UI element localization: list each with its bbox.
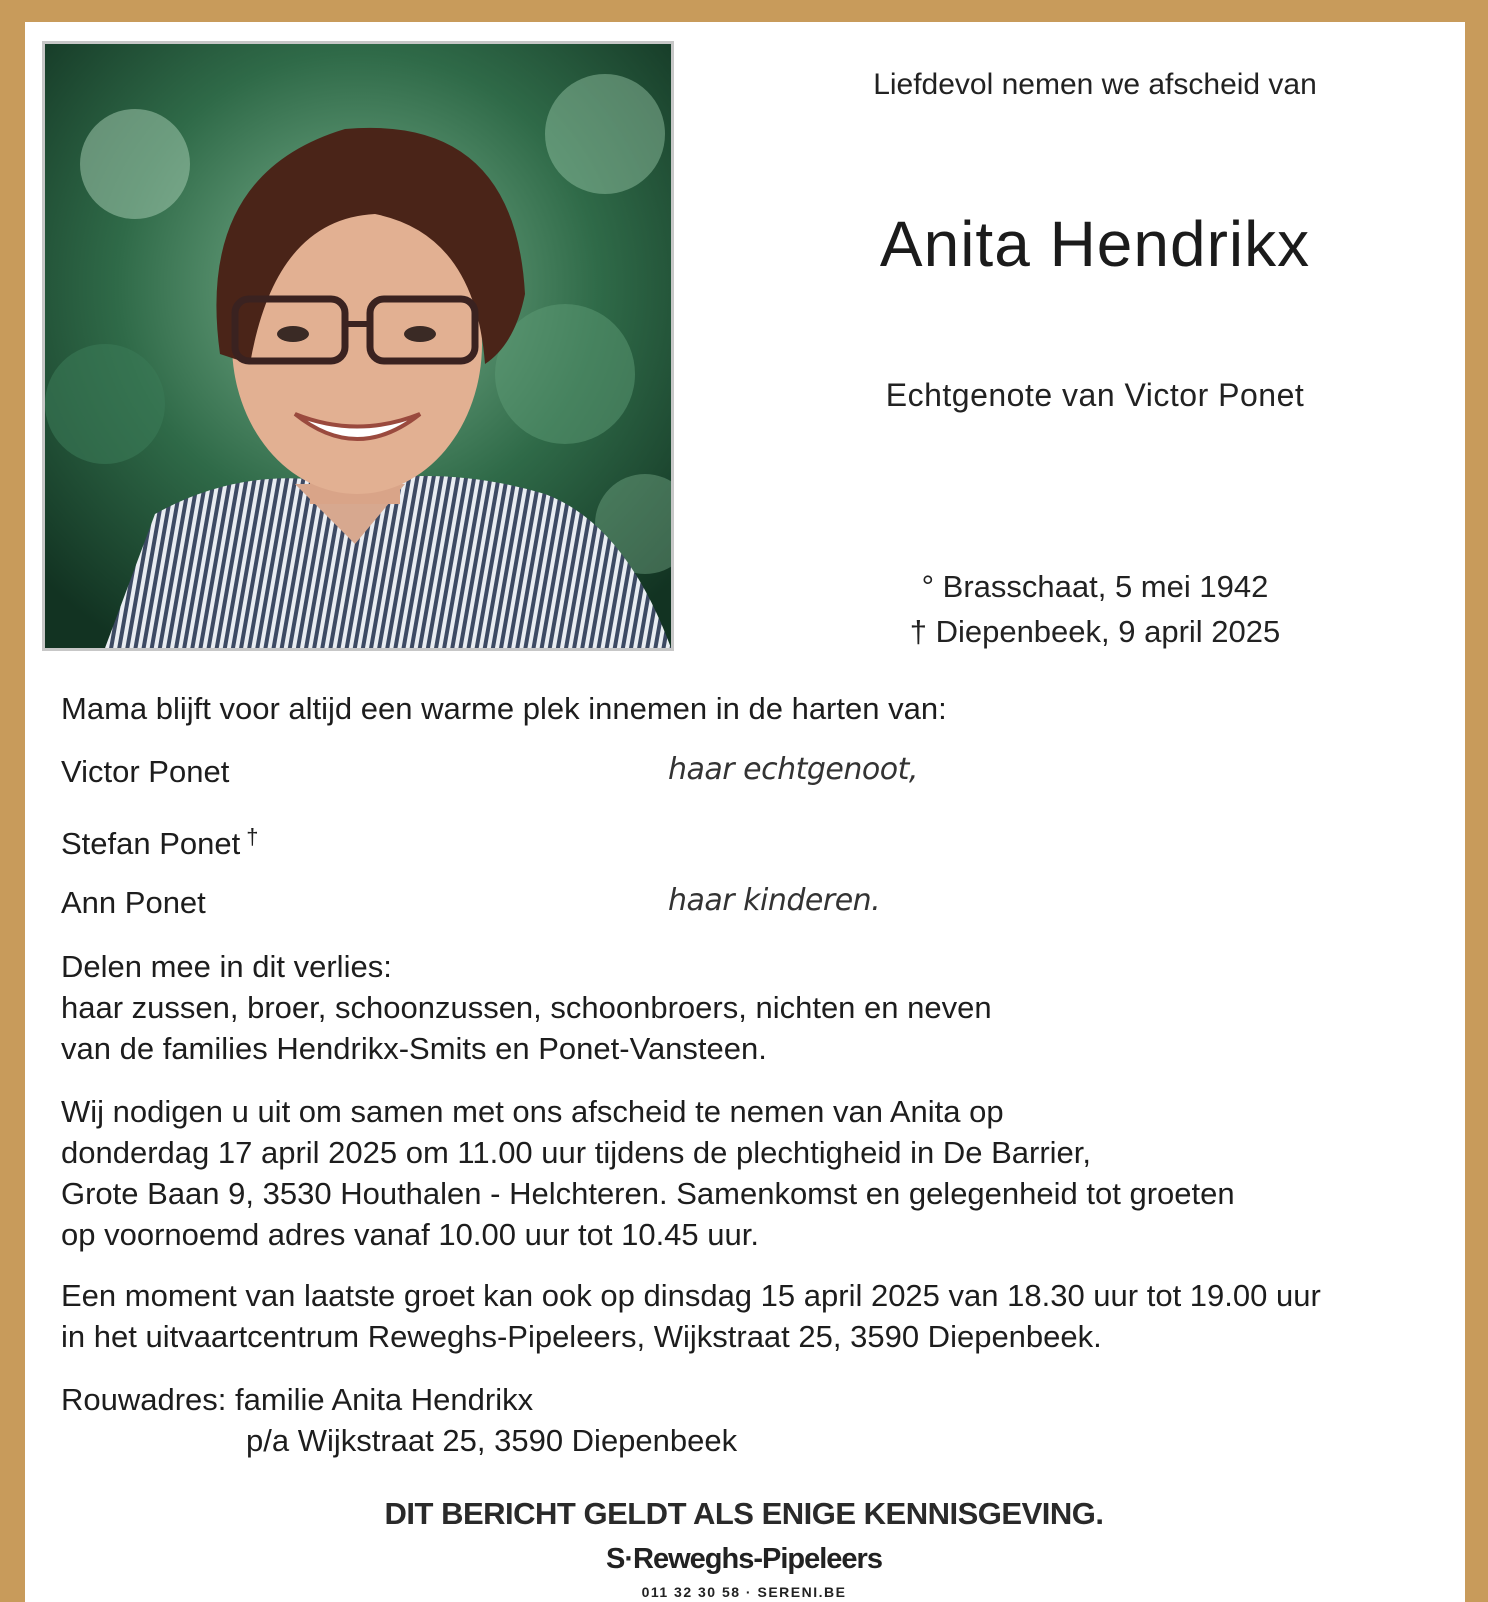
life-dates [790,564,1400,654]
family-member-relation: haar kinderen. [668,883,881,918]
portrait-photo [42,41,674,651]
portrait-illustration [45,44,671,648]
notice-line: DIT BERICHT GELDT ALS ENIGE KENNISGEVING. [384,1496,1104,1531]
dagger-mark: † [246,824,259,849]
family-member-name: Victor Ponet [61,754,230,789]
deceased-name: Anita Hendrikx [879,208,1311,280]
invite-paragraph [61,1091,1235,1255]
moment-line: Een moment van laatste groet kan ook op dinsdag 15 april 2025 van 18.30 uur tot 19.00 uur [61,1278,1321,1313]
moment-line: in het uitvaartcentrum Reweghs-Pipeleers, Wijkstraat 25, 3590 Diepenbeek. [61,1319,1102,1354]
funeral-home-logo: S·Reweghs-Pipeleers [606,1543,882,1575]
share-line: van de families Hendrikx-Smits en Ponet-Vansteen. [61,1031,767,1066]
family-member-name: Ann Ponet [61,885,206,920]
invite-line: op voornoemd adres vanaf 10.00 uur tot 10.45 uur. [61,1217,759,1252]
family-member-relation: haar echtgenoot, [668,752,918,787]
death-date: † Diepenbeek, 9 april 2025 [909,614,1281,649]
moment-paragraph [61,1275,1321,1357]
share-line: haar zussen, broer, schoonzussen, schoonbroers, nichten en neven [61,990,992,1025]
address-line: Rouwadres: familie Anita Hendrikx [61,1382,534,1417]
spouse-line: Echtgenote van Victor Ponet [885,377,1305,413]
invite-line: Wij nodigen u uit om samen met ons afscheid te nemen van Anita op [61,1094,1004,1129]
family-member-row [61,816,259,864]
share-line: Delen mee in dit verlies: [61,949,392,984]
address-line: p/a Wijkstraat 25, 3590 Diepenbeek [246,1423,738,1458]
family-lead: Mama blijft voor altijd een warme plek innemen in de harten van: [61,691,947,726]
invite-line: donderdag 17 april 2025 om 11.00 uur tijdens de plechtigheid in De Barrier, [61,1135,1091,1170]
share-paragraph [61,946,992,1069]
intro-line: Liefdevol nemen we afscheid van [873,68,1317,101]
contact-line: 011 32 30 58 · SERENI.BE [641,1584,847,1600]
address-block [61,1379,737,1461]
birth-date: ° Brasschaat, 5 mei 1942 [921,569,1269,604]
invite-line: Grote Baan 9, 3530 Houthalen - Helchteren. Samenkomst en gelegenheid tot groeten [61,1176,1235,1211]
family-member-name: Stefan Ponet [61,826,241,861]
